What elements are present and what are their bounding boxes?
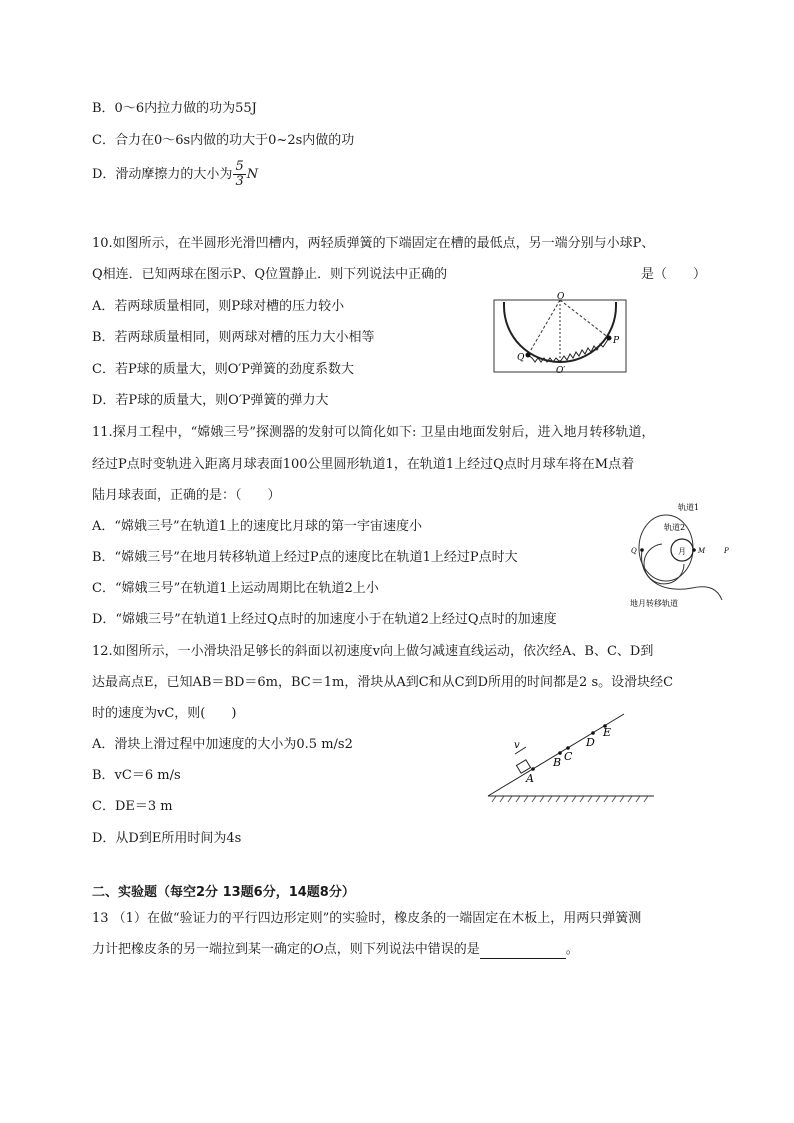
fraction-numerator: 5 [235, 159, 244, 174]
q10-answer-paren: 是（ ） [641, 267, 707, 282]
q10-option-d: D．若P球的质量大，则O′P弹簧的弹力大 [92, 393, 329, 408]
q13-line1: 13 （1）在做“验证力的平行四边形定则”的实验时，橡皮条的一端固定在木板上，用两只弹簧测 [92, 911, 642, 926]
label-o-prime: O′ [556, 366, 566, 376]
point-b [558, 751, 562, 755]
q12-stem-line1: 12.如图所示，一小滑块沿足够长的斜面以初速度v向上做匀减速直线运动，依次经A、B、C、D到 [92, 644, 654, 659]
label-orbit-2: 轨道2 [664, 523, 686, 532]
label-d: D [586, 736, 595, 749]
q11-stem-line3: 陆月球表面，正确的是：（ ） [92, 488, 281, 503]
q9-option-c: C．合力在0～6s内做的功大于0~2s内做的功 [92, 133, 355, 148]
dashed-radius-to-q [528, 300, 560, 355]
q10-figure [490, 288, 630, 378]
point-m [692, 548, 696, 552]
label-moon: 月 [678, 547, 686, 556]
q11-option-a: A．“嫦娥三号”在轨道1上的速度比月球的第一宇宙速度小 [92, 519, 422, 534]
answer-blank[interactable] [480, 945, 566, 959]
point-a [531, 767, 535, 771]
fraction [233, 160, 245, 189]
q11-stem-line1: 11.探月工程中，“嫦娥三号”探测器的发射可以简化如下: 卫星由地面发射后，进入地月转移轨道， [92, 425, 655, 440]
label-e: E [603, 726, 612, 739]
section-heading: 二、实验题（每空2分 13题6分，14题8分） [92, 885, 355, 900]
q10-option-b: B．若两球质量相同，则两球对槽的压力大小相等 [92, 330, 375, 345]
label-p: P [613, 336, 620, 346]
dashed-radius-to-p [560, 300, 609, 338]
label-q: Q [517, 353, 525, 363]
point-o-label: O [313, 942, 324, 957]
label-orbit-1: 轨道1 [678, 503, 700, 512]
q11-option-b: B．“嫦娥三号”在地月转移轨道上经过P点的速度比在轨道1上经过P点时大 [92, 550, 518, 565]
ball-q [526, 353, 531, 358]
q12-figure [482, 706, 658, 804]
q11-option-d: D．“嫦娥三号”在轨道1上经过Q点时的加速度小于在轨道2上经过Q点时的加速度 [92, 612, 557, 627]
q9-option-b: B．0～6内拉力做的功为55J [92, 101, 257, 116]
unit: N [246, 167, 259, 182]
q13-line2 [92, 941, 579, 959]
q13-line2-text: 力计把橡皮条的另一端拉到某一确定的 [92, 942, 314, 957]
q11-figure [624, 492, 734, 618]
label-q: Q [631, 547, 637, 555]
point-d [591, 731, 595, 735]
q12-stem-line2: 达最高点E，已知AB＝BD＝6m，BC＝1m，滑块从A到C和从C到D所用的时间都是2 s。设滑块经C [92, 675, 674, 690]
label-a: A [526, 772, 534, 785]
label-o: O [557, 292, 565, 302]
q10-option-c: C．若P球的质量大，则O′P弹簧的劲度系数大 [92, 362, 355, 377]
ground-hatching [492, 796, 648, 802]
q9-option-d-text: D．滑动摩擦力的大小为 [92, 167, 233, 182]
q13-line2-end: 。 [565, 942, 579, 957]
label-m: M [698, 547, 706, 555]
label-b: B [553, 756, 562, 769]
spring-p [560, 338, 609, 362]
q10-option-a: A．若两球质量相同，则P球对槽的压力较小 [92, 299, 345, 314]
q10-stem-line2: Q相连．已知两球在图示P、Q位置静止．则下列说法中正确的 [92, 267, 448, 282]
q12-option-a: A．滑块上滑过程中加速度的大小为0.5 m/s2 [92, 737, 353, 752]
q12-option-d: D．从D到E所用时间为4s [92, 831, 242, 846]
label-v: v [514, 740, 520, 751]
label-transfer-orbit: 地月转移轨道 [630, 599, 678, 608]
q9-option-d [92, 160, 258, 189]
q11-stem-line2: 经过P点时变轨进入距离月球表面100公里圆形轨道1，在轨道1上经过Q点时月球车将在M点着 [92, 457, 635, 472]
fraction-denominator: 3 [235, 174, 244, 189]
q12-option-b: B．vC＝6 m/s [92, 768, 181, 783]
label-c: C [564, 750, 573, 763]
q12-stem-line3: 时的速度为vC，则( ) [92, 706, 237, 721]
q12-option-c: C．DE＝3 m [92, 799, 173, 814]
q13-line2-text-mid: 点，则下列说法中错误的是 [323, 942, 480, 957]
label-p: P [724, 547, 729, 555]
q11-option-c: C．“嫦娥三号”在轨道1上运动周期比在轨道2上小 [92, 581, 379, 596]
point-q [640, 548, 644, 552]
q10-stem-line1: 10.如图所示，在半圆形光滑凹槽内，两轻质弹簧的下端固定在槽的最低点，另一端分别与小球P、 [92, 236, 655, 251]
ball-p [607, 336, 612, 341]
